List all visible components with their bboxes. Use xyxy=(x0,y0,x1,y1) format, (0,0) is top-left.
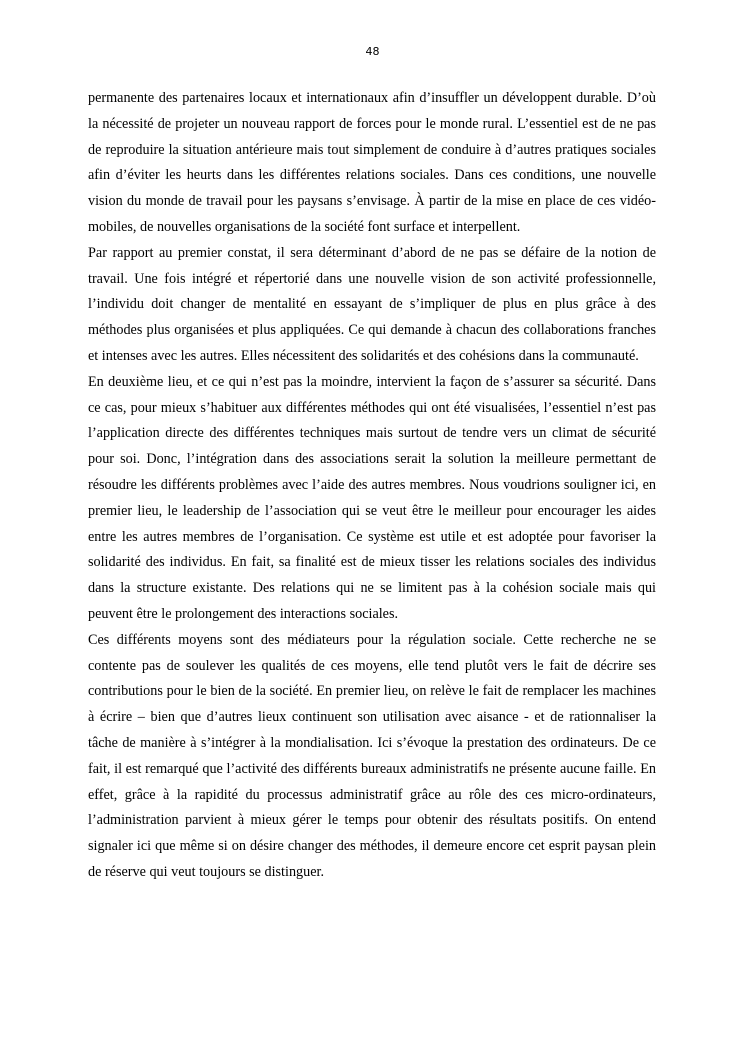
body-text xyxy=(88,86,656,886)
paragraph-4: Ces différents moyens sont des médiateurs pour la régulation sociale. Cette recherche ne se contente pas de soulever les qualités de ces moyens, elle tend plutôt vers le fait de décrire ses contributions pour le bien de la société. En premier lieu, on relève le fait de remplacer les machines à écrire – bien que d’autres lieux continuent son utilisation avec aisance - et de rationnaliser la tâche de manière à s’intégrer à la mondialisation. Ici s’évoque la prestation des ordinateurs. De ce fait, il est remarqué que l’activité des différents bureaux administratifs ne présente aucune faille. En effet, grâce à la rapidité du processus administratif grâce au rôle des ces micro-ordinateurs, l’administration parvient à mieux gérer le temps pour obtenir des résultats positifs. On entend signaler ici que même si on désire changer des méthodes, il demeure encore cet esprit paysan plein de réserve qui veut toujours se distinguer. xyxy=(88,631,656,880)
paragraph-2: Par rapport au premier constat, il sera déterminant d’abord de ne pas se défaire de la notion de travail. Une fois intégré et répertorié dans une nouvelle vision de son activité professionnelle, l’individu doit changer de mentalité en essayant de s’impliquer de plus en plus grâce à des méthodes plus organisées et plus appliquées. Ce qui demande à chacun des collaborations franches et intenses avec les autres. Elles nécessitent des solidarités et des cohésions dans la communauté. xyxy=(88,244,656,364)
page-number: 48 xyxy=(365,45,380,58)
paragraph-3: En deuxième lieu, et ce qui n’est pas la moindre, intervient la façon de s’assurer sa sécurité. Dans ce cas, pour mieux s’habituer aux différentes méthodes qui ont été visualisées, l’essentiel n’est pas l’application directe des différentes techniques mais surtout de tendre vers un climat de sécurité pour soi. Donc, l’intégration dans des associations serait la solution la meilleure permettant de résoudre les différents problèmes avec l’aide des autres membres. Nous voudrions souligner ici, en premier lieu, le leadership de l’association qui se veut être le meilleur pour encourager les aides entre les autres membres de l’organisation. Ce système est utile et est adoptée pour favoriser la solidarité des individus. En fait, sa finalité est de mieux tisser les relations sociales des individus dans la structure existante. Des relations qui ne se limitent pas à la cohésion sociale mais qui peuvent être le prolongement des interactions sociales. xyxy=(88,373,656,622)
paragraph-1: permanente des partenaires locaux et internationaux afin d’insuffler un développent durable. D’où la nécessité de projeter un nouveau rapport de forces pour le monde rural. L’essentiel est de ne pas de reproduire la situation antérieure mais tout simplement de conduire à d’autres pratiques sociales afin d’éviter les heurts dans les différentes relations sociales. Dans ces conditions, une nouvelle vision du monde de travail pour les paysans s’envisage. À partir de la mise en place de ces vidéo-mobiles, de nouvelles organisations de la société font surface et interpellent. xyxy=(88,90,656,235)
